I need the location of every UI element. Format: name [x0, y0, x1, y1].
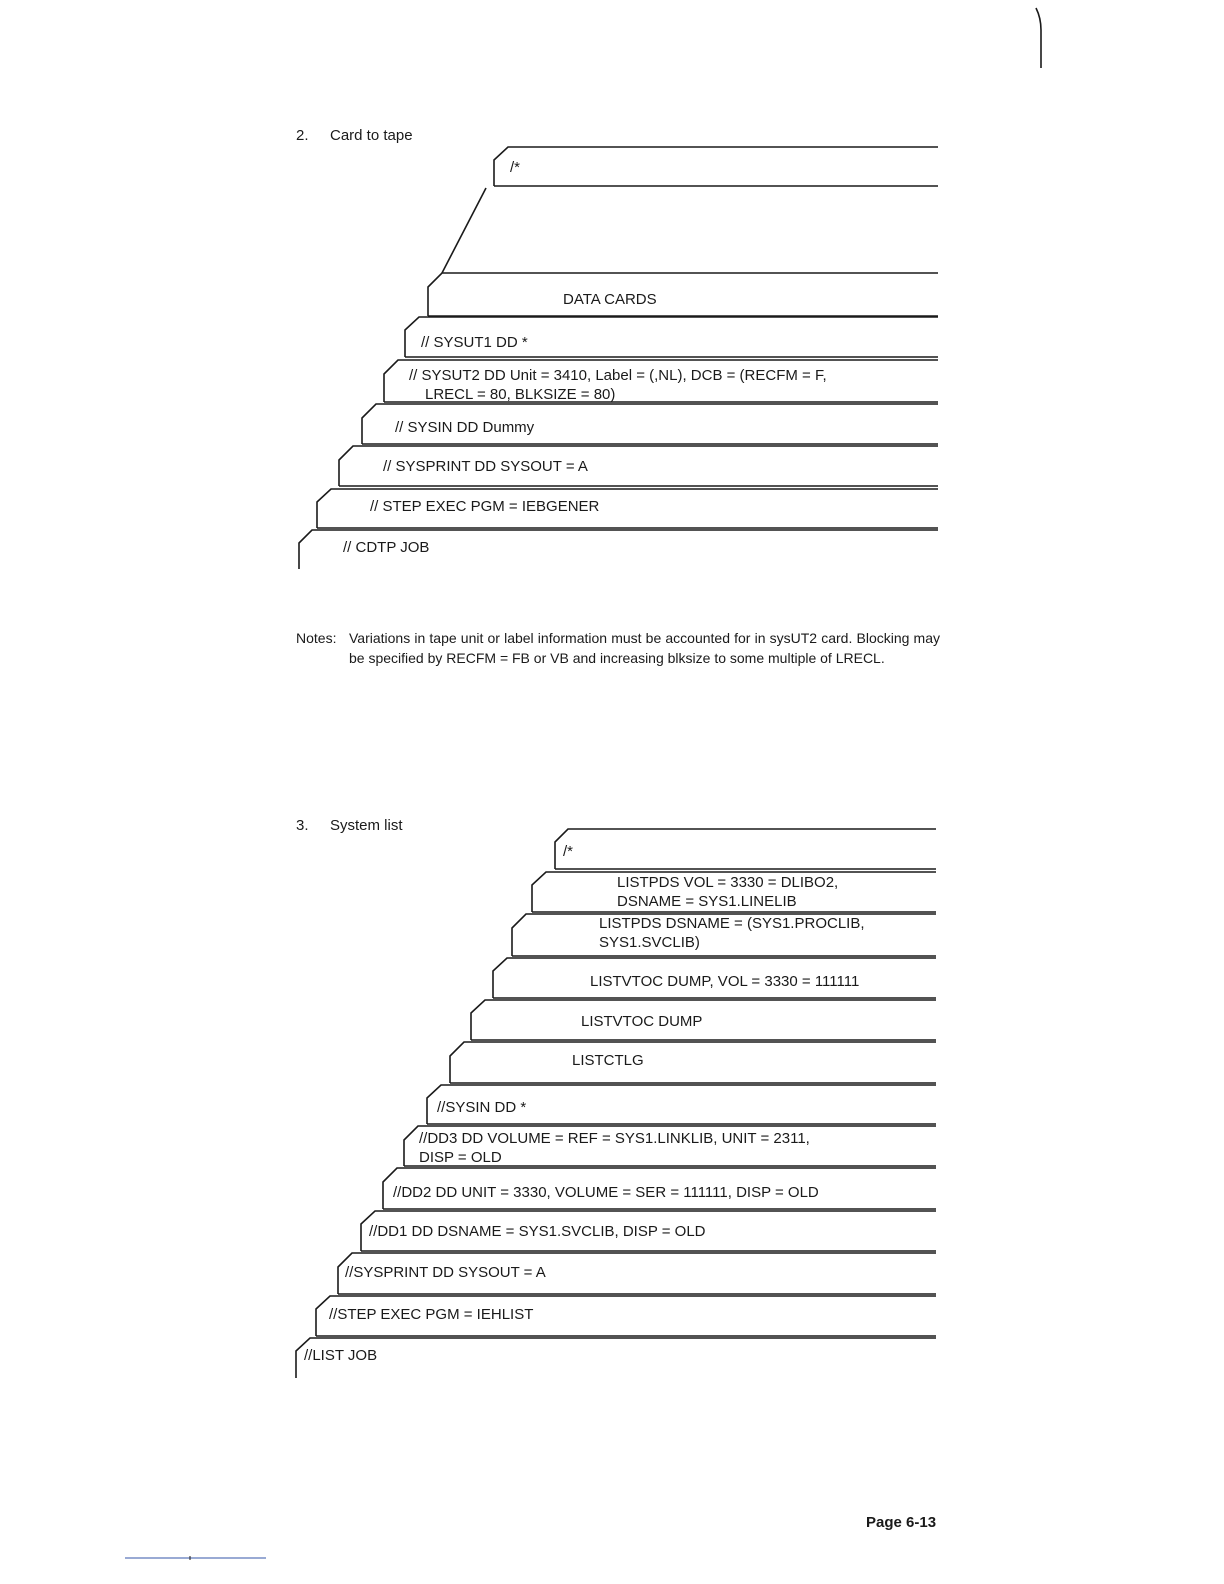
card-outline-listvtoc — [471, 1000, 936, 1040]
card3-listpds2-text-line1: LISTPDS DSNAME = (SYS1.PROCLIB, — [599, 915, 865, 932]
card-job-text: // CDTP JOB — [343, 539, 430, 556]
card-step-text: // STEP EXEC PGM = IEBGENER — [370, 498, 600, 515]
card-sysprint-text: // SYSPRINT DD SYSOUT = A — [383, 458, 588, 475]
section-3-heading — [296, 817, 403, 834]
card3-step-text: //STEP EXEC PGM = IEHLIST — [329, 1306, 534, 1323]
card-outline-end — [494, 147, 938, 186]
page-number: Page 6-13 — [866, 1514, 937, 1531]
card3-sysprint-text: //SYSPRINT DD SYSOUT = A — [345, 1264, 546, 1281]
card-outline-end-3 — [555, 829, 936, 869]
section-2-title: Card to tape — [330, 127, 413, 144]
card-outline-data — [428, 273, 938, 316]
notes-paragraph — [296, 628, 940, 668]
card-sysin-text: // SYSIN DD Dummy — [395, 419, 535, 436]
data-cards-stack-outline — [442, 188, 486, 273]
card-sysut2-text-line1: // SYSUT2 DD Unit = 3410, Label = (,NL), DCB = (RECFM = F, — [409, 367, 827, 384]
card3-dd3-text-line2: DISP = OLD — [419, 1149, 502, 1166]
notes-label: Notes: — [296, 630, 337, 646]
card3-listpds2-text-line2: SYS1.SVCLIB) — [599, 934, 700, 951]
section-3-title: System list — [330, 817, 403, 834]
section-2-heading — [296, 127, 413, 144]
card3-listpds1-text-line1: LISTPDS VOL = 3330 = DLIBO2, — [617, 874, 839, 891]
section-3-number: 3. — [296, 817, 309, 834]
card-data-text: DATA CARDS — [563, 291, 657, 308]
card3-dd1-text: //DD1 DD DSNAME = SYS1.SVCLIB, DISP = OLD — [369, 1223, 706, 1240]
card3-dd2-text: //DD2 DD UNIT = 3330, VOLUME = SER = 111111, DISP = OLD — [393, 1184, 819, 1201]
card-outline-listctlg — [450, 1042, 936, 1083]
card-outline-job-3 — [296, 1338, 936, 1378]
card3-listvtoc-vol-text: LISTVTOC DUMP, VOL = 3330 = 111111 — [590, 973, 860, 990]
card3-sysin-text: //SYSIN DD * — [437, 1099, 527, 1116]
card3-end-text: /* — [563, 843, 574, 860]
section-2-number: 2. — [296, 127, 309, 144]
card-sysut1-text: // SYSUT1 DD * — [421, 334, 528, 351]
card3-listctlg-text: LISTCTLG — [572, 1052, 644, 1069]
card3-dd3-text-line1: //DD3 DD VOLUME = REF = SYS1.LINKLIB, UNIT = 2311, — [419, 1130, 810, 1147]
card3-listvtoc-text: LISTVTOC DUMP — [581, 1013, 703, 1030]
card3-job-text: //LIST JOB — [304, 1347, 378, 1364]
card-sysut2-text-line2: LRECL = 80, BLKSIZE = 80) — [425, 386, 616, 403]
card3-listpds1-text-line2: DSNAME = SYS1.LINELIB — [617, 893, 797, 910]
notes-text: Variations in tape unit or label information must be accounted for in sysUT2 card. Blocking may be specified by RECFM = FB or VB and increasing blksize to some multiple of LRECL. — [349, 630, 940, 666]
card-end-text: /* — [510, 159, 521, 176]
